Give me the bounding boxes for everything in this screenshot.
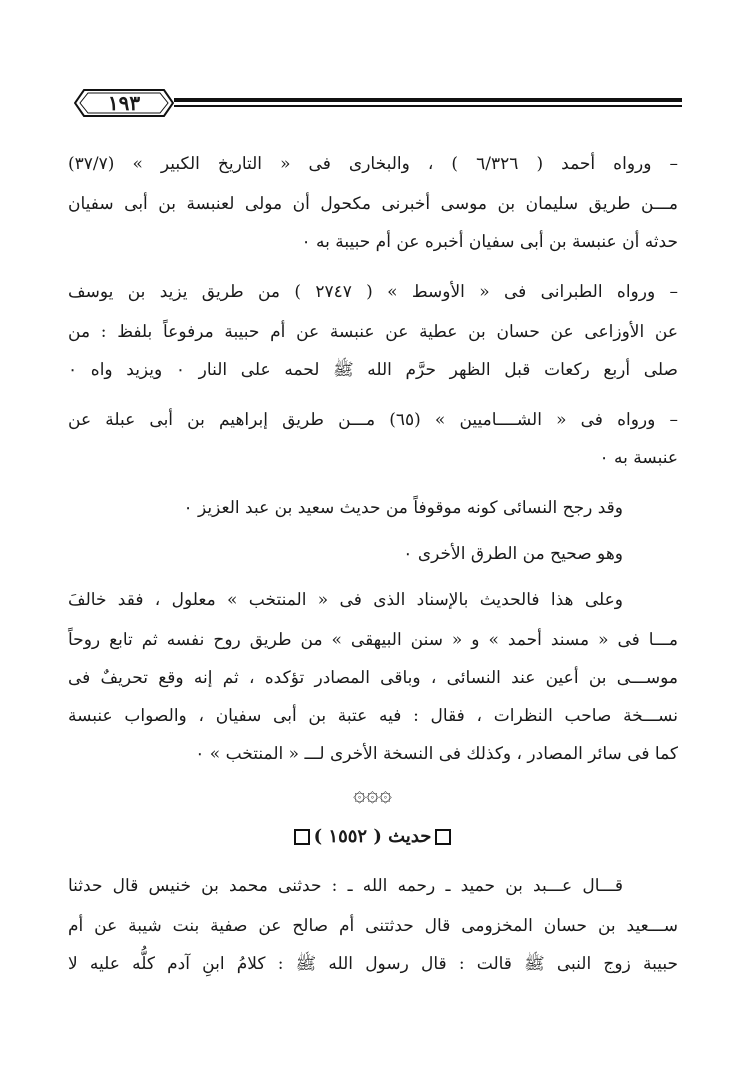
text-line: وعلى هذا فالحديث بالإسناد الذى فى « المنتخب » معلول ، فقد خالفَ [68, 590, 623, 610]
header-rule-thick [174, 98, 682, 102]
text-line: موســـى بن أعين عند النسائى ، وباقى المصادر تؤكده ، ثم إنه وقع تحريفٌ فى [68, 668, 678, 688]
text-line: مـــا فى « مسند أحمد » و « سنن البيهقى » من طريق روح نفسه ثم تابع روحاً [68, 630, 678, 650]
hadith-heading-text: حديث ( ١٥٥٢ ) [313, 826, 432, 847]
text-line: عنبسة به ٠ [599, 448, 678, 468]
page-number-frame [74, 88, 174, 118]
page-header [66, 88, 682, 124]
text-line: وهو صحيح من الطرق الأخرى ٠ [403, 544, 623, 564]
section-ornament: ۞۞۞ [353, 782, 392, 807]
text-line: عن الأوزاعى عن حسان بن عطية عن عنبسة عن أم حبيبة مرفوعاً بلفظ : من [68, 322, 678, 342]
header-rule-thin [174, 105, 682, 107]
text-line: مـــن طريق سليمان بن موسى أخبرنى مكحول أن مولى لعنبسة بن أبى سفيان [68, 194, 678, 214]
text-line: صلى أربع ركعات قبل الظهر حرَّم الله ﷺ لحمه على النار ٠ ويزيد واه ٠ [68, 360, 678, 380]
text-line: حدثه أن عنبسة بن أبى سفيان أخبره عن أم حبيبة به ٠ [301, 232, 678, 252]
text-line: ســـعيد بن حسان المخزومى قال حدثتنى أم صالح عن صفية بنت شيبة عن أم [68, 916, 678, 936]
text-line: نســـخة صاحب النظرات ، فقال : فيه عتبة بن أبى سفيان ، والصواب عنبسة [68, 706, 678, 726]
text-line: – ورواه الطبرانى فى « الأوسط » ( ٢٧٤٧ ) من طريق يزيد بن يوسف [68, 282, 678, 302]
text-line: – ورواه أحمد ( ٦/٣٢٦ ) ، والبخارى فى « التاريخ الكبير » (٣٧/٧) [68, 154, 679, 174]
text-line: قـــال عـــبد بن حميد ـ رحمه الله ـ : حدثنى محمد بن خنيس قال حدثنا [68, 876, 623, 896]
text-line: – ورواه فى « الشــــاميين » (٦٥) مـــن طريق إبراهيم بن أبى عبلة عن [68, 410, 678, 430]
page-number: ١٩٣ [107, 91, 141, 115]
text-line: حبيبة زوج النبى ﷺ قالت : قال رسول الله ﷺ : كلامُ ابنِ آدم كلُّه عليه لا [68, 954, 678, 974]
square-bullet-icon [435, 829, 451, 845]
hadith-heading [0, 826, 745, 847]
text-line: كما فى سائر المصادر ، وكذلك فى النسخة الأخرى لـــ « المنتخب » ٠ [195, 744, 678, 764]
square-bullet-icon [294, 829, 310, 845]
text-line: وقد رجح النسائى كونه موقوفاً من حديث سعيد بن عبد العزيز ٠ [183, 498, 623, 518]
